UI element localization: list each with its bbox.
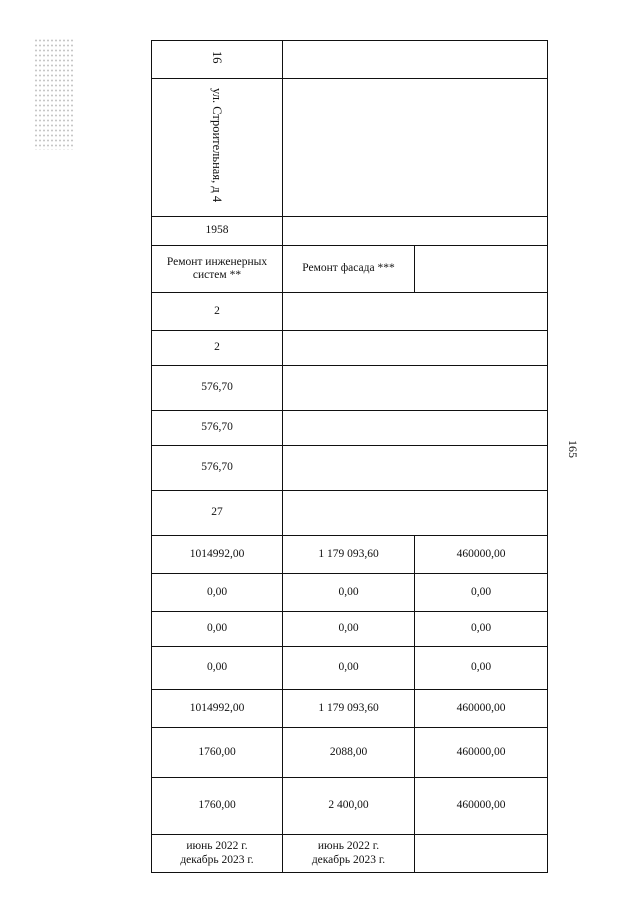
area-2: 576,70 [152,411,283,446]
empty-cell [283,491,548,536]
empty-cell [283,446,548,491]
cost-fund-3: 460000,00 [415,690,548,728]
unit-cost-1: 1760,00 [152,728,283,778]
house-repair-table [151,40,548,873]
cost-source-1-b: 0,00 [283,574,415,612]
work-type-2: Ремонт фасада *** [283,246,415,293]
cost-source-3-c: 0,00 [415,647,548,690]
cost-fund-2: 1 179 093,60 [283,690,415,728]
work-type-1: Ремонт инженерных систем ** [152,246,283,293]
quantity-1: 2 [152,293,283,331]
period-cell-3 [415,835,548,873]
empty-cell [283,79,548,217]
empty-cell [283,411,548,446]
cost-source-1-a: 0,00 [152,574,283,612]
row-quantity-1 [152,293,548,331]
row-area-3 [152,446,548,491]
row-area-1 [152,366,548,411]
cost-source-2-b: 0,00 [283,612,415,647]
row-cost-total [152,536,548,574]
cost-total-2: 1 179 093,60 [283,536,415,574]
row-item-number [152,41,548,79]
row-area-2 [152,411,548,446]
period-cell-1 [152,835,283,873]
cost-total-1: 1014992,00 [152,536,283,574]
area-1: 576,70 [152,366,283,411]
period-start: июнь 2022 г. [317,840,380,853]
empty-cell [283,331,548,366]
row-unit-cost-limit [152,778,548,835]
empty-cell [283,41,548,79]
year-built: 1958 [152,217,283,246]
row-address [152,79,548,217]
cost-total-3: 460000,00 [415,536,548,574]
item-number-cell [152,41,283,79]
cost-source-2-c: 0,00 [415,612,548,647]
row-unit-cost [152,728,548,778]
unit-cost-limit-1: 1760,00 [152,778,283,835]
item-number: 16 [210,51,225,64]
empty-cell [283,293,548,331]
address-cell [152,79,283,217]
period-start: июнь 2022 г. [186,840,248,853]
row-cost-source-1 [152,574,548,612]
empty-cell [283,366,548,411]
row-cost-source-2 [152,612,548,647]
row-quantity-2 [152,331,548,366]
period-end: декабрь 2023 г. [180,853,254,866]
cost-source-2-a: 0,00 [152,612,283,647]
period-cell-2 [283,835,415,873]
unit-cost-2: 2088,00 [283,728,415,778]
empty-cell [283,217,548,246]
unit-cost-3: 460000,00 [415,728,548,778]
quantity-2: 2 [152,331,283,366]
unit-cost-limit-3: 460000,00 [415,778,548,835]
area-3: 576,70 [152,446,283,491]
row-periods [152,835,548,873]
page-number: 165 [566,440,580,458]
work-type-3 [415,246,548,293]
row-residents [152,491,548,536]
row-cost-fund [152,690,548,728]
cost-fund-1: 1014992,00 [152,690,283,728]
unit-cost-limit-2: 2 400,00 [283,778,415,835]
row-year-built [152,217,548,246]
period-end: декабрь 2023 г. [311,853,386,866]
cost-source-1-c: 0,00 [415,574,548,612]
cost-source-3-b: 0,00 [283,647,415,690]
address: ул. Строительная, д 4 [210,88,225,203]
row-work-types [152,246,548,293]
cost-source-3-a: 0,00 [152,647,283,690]
row-cost-source-3 [152,647,548,690]
scan-mark [34,38,74,150]
residents: 27 [152,491,283,536]
